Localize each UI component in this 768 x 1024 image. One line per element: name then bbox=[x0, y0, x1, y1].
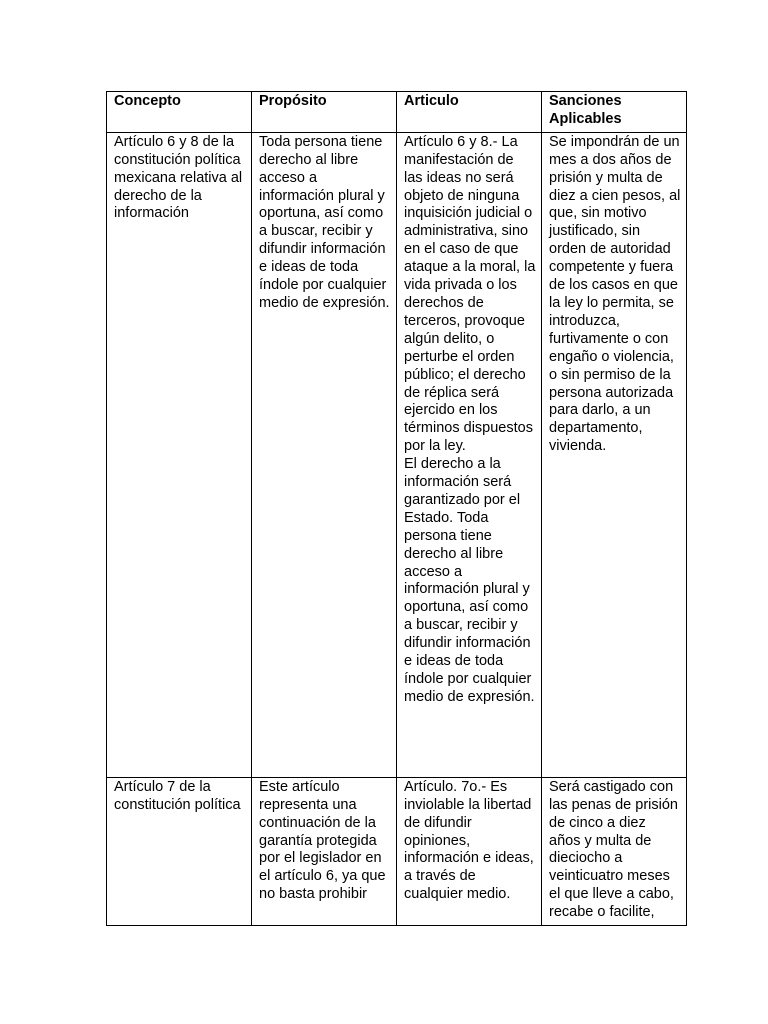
cell-text: Artículo 6 y 8 de la constitución política mexicana relativa al derecho de la información bbox=[114, 133, 243, 222]
table-cell bbox=[107, 132, 252, 777]
cell-text: Toda persona tiene derecho al libre acceso a información plural y oportuna, así como a buscar, recibir y difundir información e ideas de toda índole por cualquier medio de expresión. bbox=[259, 133, 390, 311]
header-sanciones-aplicables: Sanciones Aplicables bbox=[542, 92, 687, 133]
header-proposito: Propósito bbox=[252, 92, 397, 133]
table-row bbox=[107, 132, 687, 777]
table-row bbox=[107, 777, 687, 925]
header-articulo: Articulo bbox=[397, 92, 542, 133]
table-header-row bbox=[107, 92, 687, 133]
table-cell bbox=[252, 777, 397, 925]
table-cell bbox=[397, 777, 542, 925]
cell-text: Artículo 6 y 8.- La manifestación de las ideas no será objeto de ninguna inquisición judicial o administrativa, sino en el caso de que ataque a la moral, la vida privada o los derechos de terceros, provoque algún delito, o perturbe el orden público; el derecho de réplica será ejercido en los términos dispuestos por la ley. El derecho a la información será garantizado por el Estado. Toda persona tiene derecho al libre acceso a información plural y oportuna, así como a buscar, recibir y difundir información e ideas de toda índole por cualquier medio de expresión. bbox=[404, 133, 536, 705]
cell-text: Se impondrán de un mes a dos años de prisión y multa de diez a cien pesos, al que, sin motivo justificado, sin orden de autoridad competente y fuera de los casos en que la ley lo permita, se introduzca, furtivamente o con engaño o violencia, o sin permiso de la persona autorizada para darlo, a un departamento, vivienda. bbox=[549, 133, 681, 455]
table-cell bbox=[542, 132, 687, 777]
table-cell bbox=[107, 777, 252, 925]
table-cell bbox=[252, 132, 397, 777]
cell-text: Será castigado con las penas de prisión de cinco a diez años y multa de dieciocho a veinticuatro meses el que lleve a cabo, recabe o facilite, bbox=[549, 778, 678, 921]
cell-text: Artículo. 7o.- Es inviolable la libertad de difundir opiniones, información e ideas, a través de cualquier medio. bbox=[404, 778, 534, 903]
table-cell bbox=[542, 777, 687, 925]
document-table bbox=[106, 91, 687, 926]
header-concepto: Concepto bbox=[107, 92, 252, 133]
cell-text: Este artículo representa una continuación de la garantía protegida por el legislador en el artículo 6, ya que no basta prohibir bbox=[259, 778, 386, 903]
table-cell bbox=[397, 132, 542, 777]
cell-text: Artículo 7 de la constitución política bbox=[114, 778, 241, 813]
